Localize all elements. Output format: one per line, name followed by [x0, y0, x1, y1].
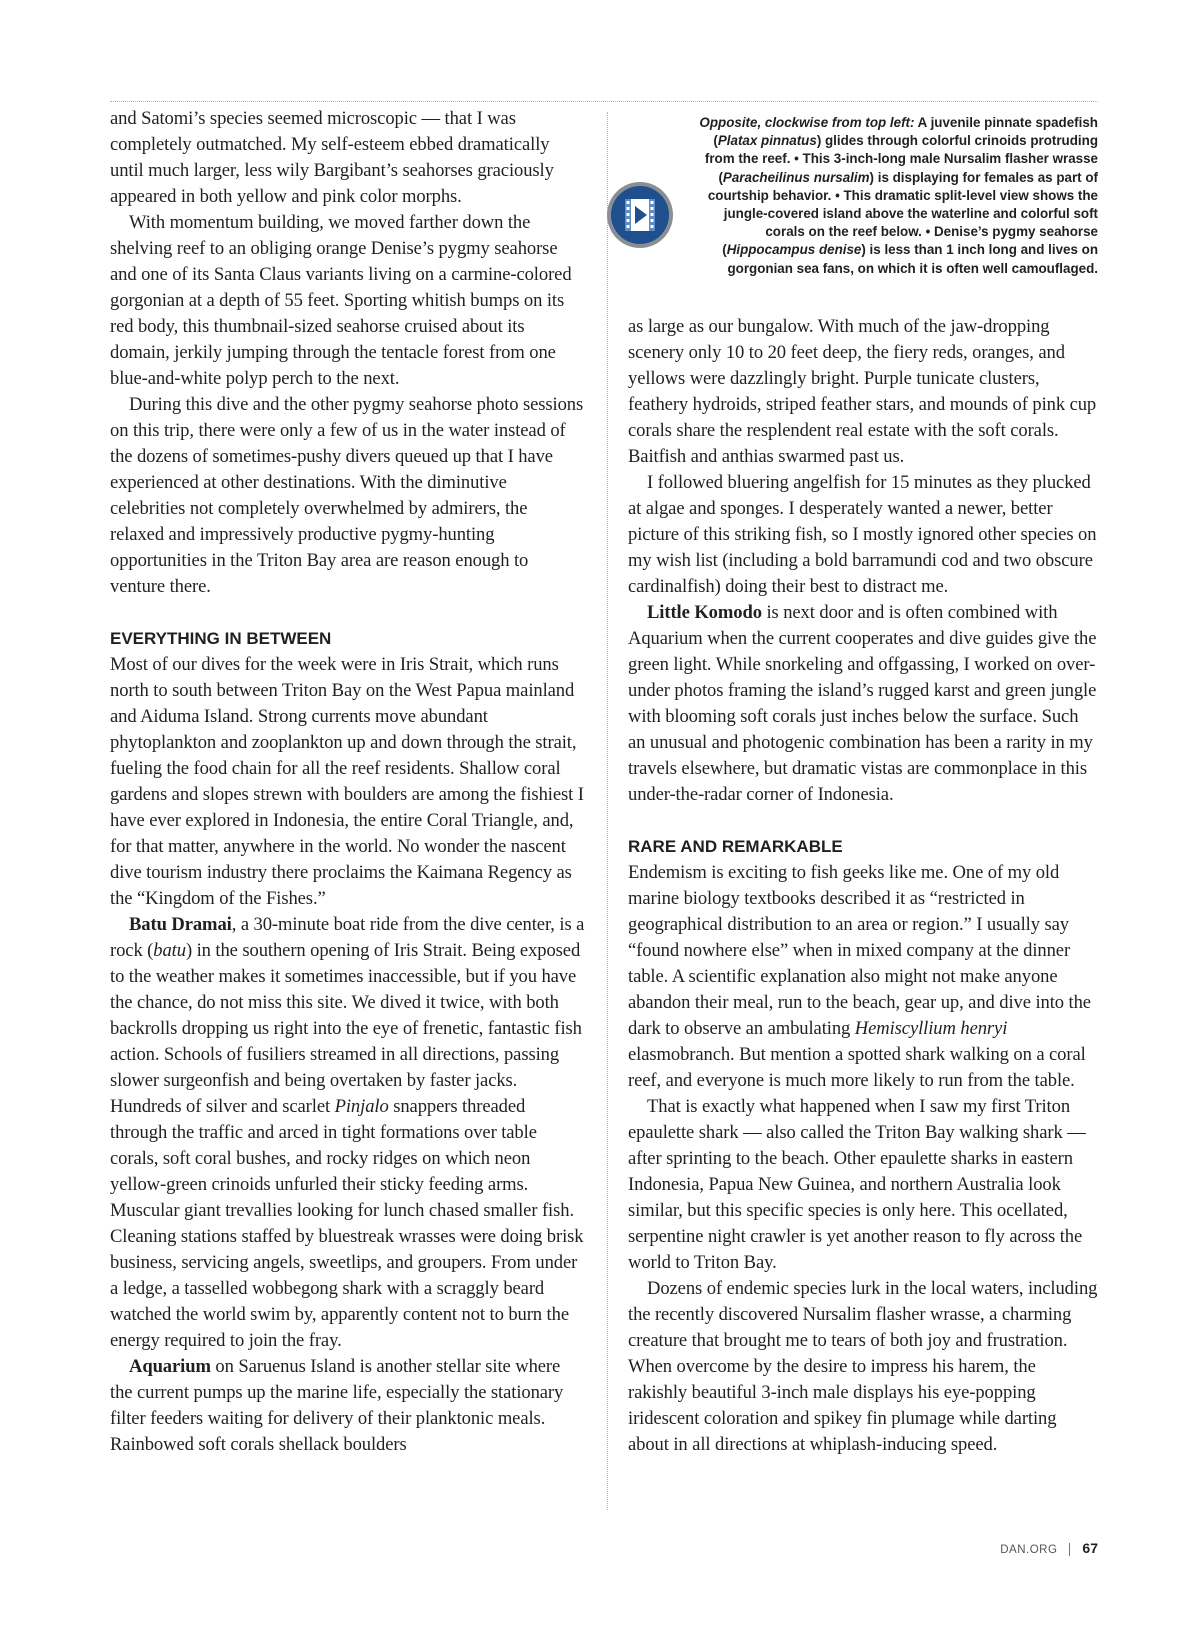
paragraph: Dozens of endemic species lurk in the local waters, including the recently discovered Nursalim flasher wrasse, a charming creature that brought me to tears of both joy and frustration. When overcome by the desire to impress his harem, the rakishly beautiful 3-inch male displays his eye-popping iridescent coloration and spikey fin plumage while darting about in all directions at whiplash-inducing speed.	[628, 1278, 1098, 1455]
paragraph: That is exactly what happened when I saw my first Triton epaulette shark — also called the Triton Bay walking shark — after sprinting to the beach. Other epaulette sharks in eastern Indonesia, Papua New Guinea, and northern Australia look similar, but this specific species is only here. This ocellated, serpentine night crawler is yet another reason to fly across the world to Triton Bay.	[628, 1096, 1086, 1273]
video-play-icon[interactable]	[607, 182, 673, 248]
paragraph: and Satomi’s species seemed microscopic — that I was completely outmatched. My self-esteem ebbed dramatically until much larger, less wily Bargibant’s seahorses graciously appeared in both yellow and pink color morphs.	[110, 108, 554, 207]
film-play-icon	[611, 186, 669, 244]
page-number: 67	[1082, 1540, 1098, 1556]
paragraph: Little Komodo is next door and is often combined with Aquarium when the current cooperates and dive guides give the green light. While snorkeling and offgassing, I worked on over-under photos framing the island’s rugged karst and green jungle with blooming soft corals just inches below the surface. Such an unusual and photogenic combination has been a rarity in my travels elsewhere, but dramatic vistas are commonplace in this under-the-radar corner of Indonesia.	[628, 602, 1097, 805]
paragraph: I followed bluering angelfish for 15 minutes as they plucked at algae and sponges. I desperately wanted a newer, better picture of this striking fish, so I mostly ignored other species on my wish list (including a bold barramundi cod and two obscure cardinalfish) doing their best to distract me.	[628, 472, 1097, 597]
paragraph: Batu Dramai, a 30-minute boat ride from the dive center, is a rock (batu) in the southern opening of Iris Strait. Being exposed to the weather makes it sometimes inaccessible, but if you have the chance, do not miss this site. We dived it twice, with both backrolls dropping us right into the eye of frenetic, fantastic fish action. Schools of fusiliers streamed in all directions, passing slower surgeonfish and being overtaken by faster jacks. Hundreds of silver and scarlet Pinjalo snappers threaded through the traffic and arced in tight formations over table corals, soft coral bushes, and rocky ridges on which neon yellow-green crinoids unfurled their sticky feeding arms. Muscular giant trevallies looking for lunch chased smaller fish. Cleaning stations staffed by bluestreak wrasses were doing brisk business, servicing angels, sweetlips, and groupers. From under a ledge, a tasselled wobbegong shark with a scraggly beard watched the world swim by, apparently content not to burn the energy required to join the fray.	[110, 914, 585, 1351]
top-rule	[110, 101, 1098, 102]
paragraph: Aquarium on Saruenus Island is another stellar site where the current pumps up the marine life, especially the stationary filter feeders waiting for delivery of their planktonic meals. Rainbowed soft corals shellack boulders	[110, 1356, 564, 1455]
footer-separator	[1069, 1543, 1070, 1556]
section-heading: EVERYTHING IN BETWEEN	[110, 629, 332, 648]
photo-caption: Opposite, clockwise from top left: A juvenile pinnate spadefish (Platax pinnatus) glides through colorful crinoids protruding from the reef. • This 3-inch-long male Nursalim flasher wrasse (Paracheilinus nursalim) is displaying for females as part of courtship behavior. • This dramatic split-level view shows the jungle-covered island above the waterline and colorful soft corals on the reef below. • Denise’s pygmy seahorse (Hippocampus denise) is less than 1 inch long and lives on gorgonian sea fans, on which it is often well camouflaged.	[699, 115, 1098, 276]
left-column	[110, 106, 585, 1458]
paragraph: as large as our bungalow. With much of the jaw-dropping scenery only 10 to 20 feet deep, the fiery reds, oranges, and yellows were dazzlingly bright. Purple tunicate clusters, feathery hydroids, striped feather stars, and mounds of pink cup corals share the resplendent real estate with the soft corals. Baitfish and anthias swarmed past us.	[628, 316, 1097, 467]
paragraph: During this dive and the other pygmy seahorse photo sessions on this trip, there were only a few of us in the water instead of the dozens of sometimes-pushy divers queued up that I have experienced at other destinations. With the diminutive celebrities not completely overwhelmed by admirers, the relaxed and impressively productive pygmy-hunting opportunities in the Triton Bay area are reason enough to venture there.	[110, 394, 584, 597]
paragraph: With momentum building, we moved farther down the shelving reef to an obliging orange Denise’s pygmy seahorse and one of its Santa Claus variants living on a carmine-colored gorgonian at a depth of 55 feet. Sporting whitish bumps on its red body, this thumbnail-sized seahorse cruised about its domain, jerkily jumping through the tentacle forest from one blue-and-white polyp perch to the next.	[110, 212, 572, 389]
section-heading: RARE AND REMARKABLE	[628, 837, 843, 856]
footer-site[interactable]: DAN.ORG	[1000, 1544, 1058, 1556]
paragraph: Most of our dives for the week were in Iris Strait, which runs north to south between Triton Bay on the West Papua mainland and Aiduma Island. Strong currents move abundant phytoplankton and zooplankton up and down through the strait, fueling the food chain for all the reef residents. Shallow coral gardens and slopes strewn with boulders are among the fishiest I have ever explored in Indonesia, the entire Coral Triangle, and, for that matter, anywhere in the world. No wonder the nascent dive tourism industry there proclaims the Kaimana Regency as the “Kingdom of the Fishes.”	[110, 654, 584, 909]
page-footer	[1000, 1540, 1098, 1556]
right-column	[628, 314, 1098, 1458]
paragraph: Endemism is exciting to fish geeks like me. One of my old marine biology textbooks described it as “restricted in geographical distribution to an area or region.” I usually say “found nowhere else” when in mixed company at the dinner table. A scientific explanation also might not make anyone abandon their meal, run to the beach, gear up, and dive into the dark to observe an ambulating Hemiscyllium henryi elasmobranch. But mention a spotted shark walking on a coral reef, and everyone is much more likely to run from the table.	[628, 862, 1091, 1091]
caption-lead: Opposite, clockwise from top left:	[699, 115, 915, 130]
column-divider	[607, 112, 608, 1510]
